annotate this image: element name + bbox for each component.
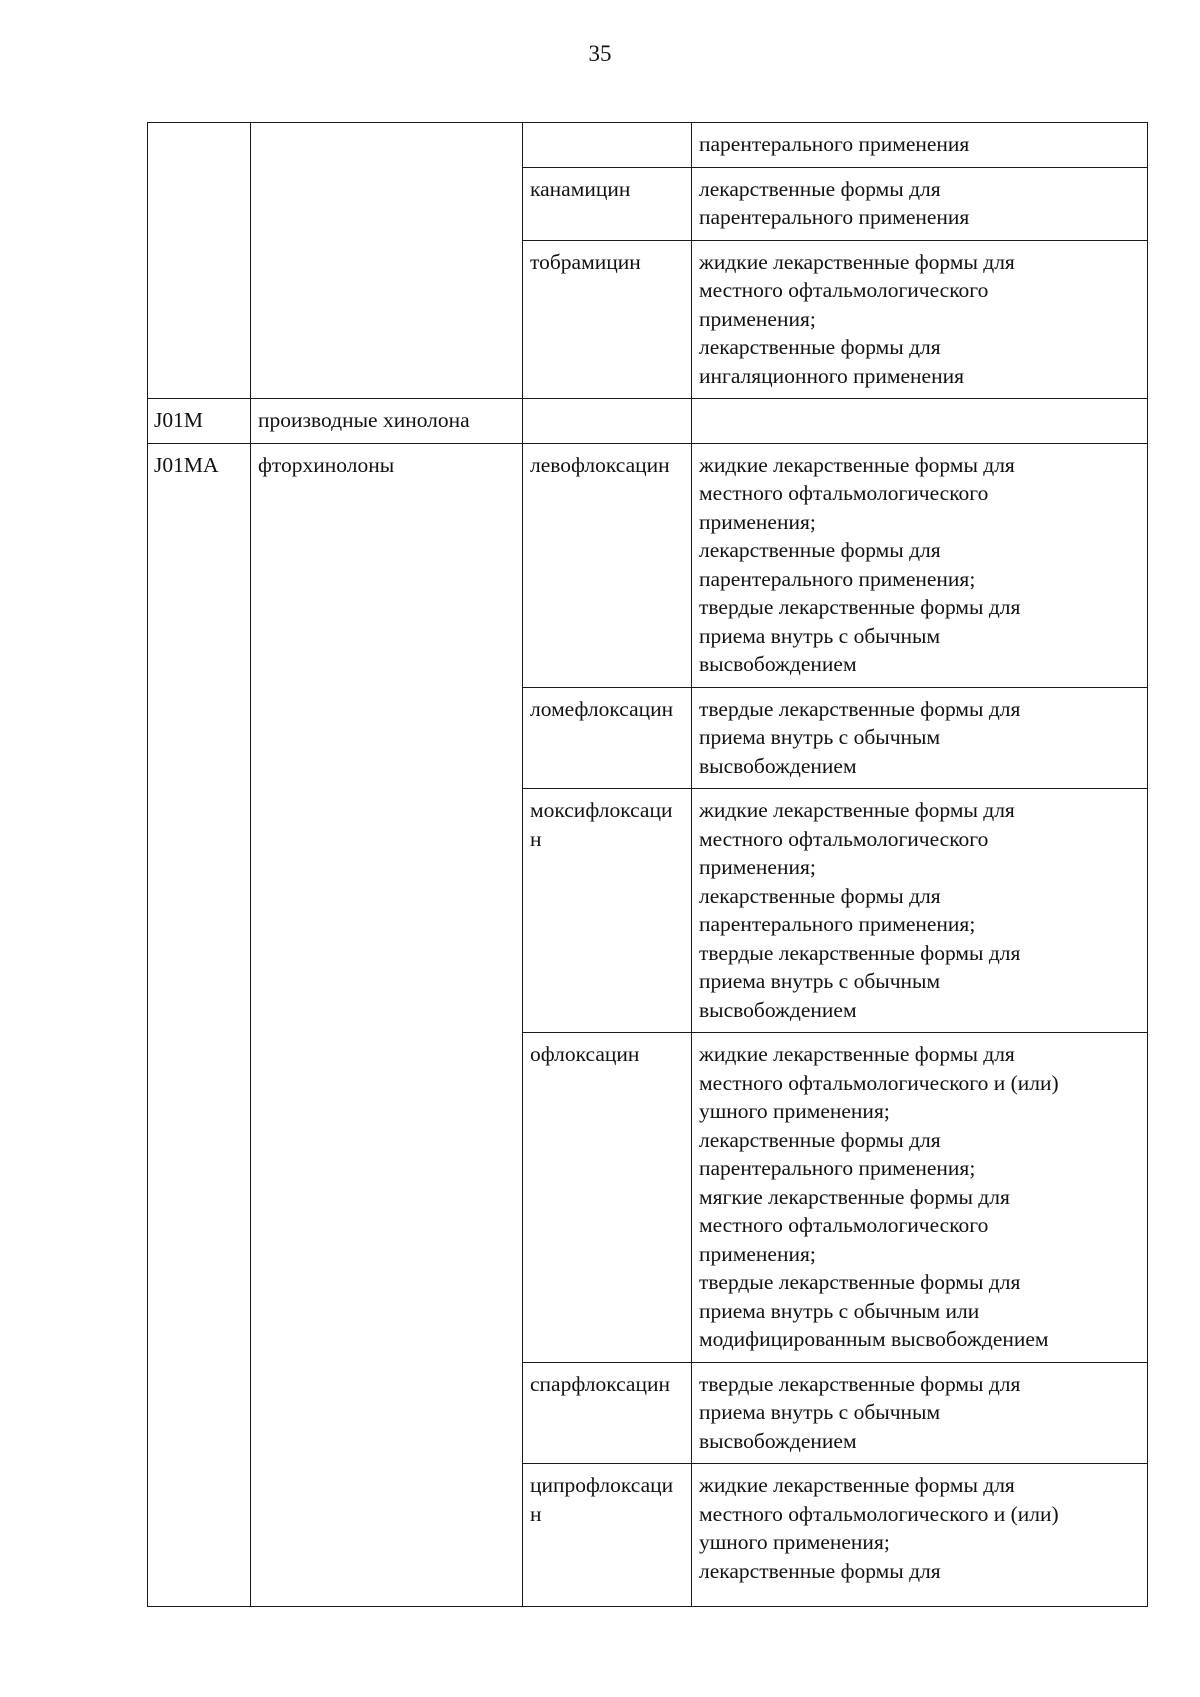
drug-name-cell: моксифлоксацин bbox=[523, 789, 692, 1033]
drug-name-cell: левофлоксацин bbox=[523, 443, 692, 687]
dosage-form-cell: твердые лекарственные формы для приема внутрь с обычным высвобождением bbox=[692, 687, 1148, 789]
dosage-form-cell: твердые лекарственные формы для приема внутрь с обычным высвобождением bbox=[692, 1362, 1148, 1464]
dosage-form-cell: жидкие лекарственные формы для местного офтальмологического применения; лекарственные формы для ингаляционного применения bbox=[692, 240, 1148, 399]
atc-code-cell: J01MA bbox=[148, 443, 251, 1607]
page-number: 35 bbox=[588, 41, 612, 66]
group-name-cell: производные хинолона bbox=[251, 399, 523, 444]
dosage-form-cell: жидкие лекарственные формы для местного офтальмологического и (или) ушного применения; лекарственные формы для парентерального применения; мягкие лекарственные формы для местного офтальмологического применения; твердые лекарственные формы для приема внутрь с обычным или модифицированным высвобождением bbox=[692, 1033, 1148, 1363]
atc-code-cell bbox=[148, 123, 251, 399]
drug-name-cell bbox=[523, 123, 692, 168]
dosage-form-cell bbox=[692, 399, 1148, 444]
dosage-form-cell: жидкие лекарственные формы для местного офтальмологического и (или) ушного применения; лекарственные формы для bbox=[692, 1464, 1148, 1607]
group-name-cell bbox=[251, 123, 523, 399]
drug-name-cell: ципрофлоксацин bbox=[523, 1464, 692, 1607]
medicines-table bbox=[147, 122, 1148, 1607]
dosage-form-cell: парентерального применения bbox=[692, 123, 1148, 168]
table-row bbox=[148, 399, 1148, 444]
dosage-form-cell: лекарственные формы для парентерального применения bbox=[692, 167, 1148, 240]
drug-name-cell: ломефлоксацин bbox=[523, 687, 692, 789]
drug-name-cell bbox=[523, 399, 692, 444]
table-row bbox=[148, 443, 1148, 687]
drug-name-cell: спарфлоксацин bbox=[523, 1362, 692, 1464]
table-row bbox=[148, 123, 1148, 168]
atc-code-cell: J01M bbox=[148, 399, 251, 444]
group-name-cell: фторхинолоны bbox=[251, 443, 523, 1607]
dosage-form-cell: жидкие лекарственные формы для местного офтальмологического применения; лекарственные формы для парентерального применения; твердые лекарственные формы для приема внутрь с обычным высвобождением bbox=[692, 443, 1148, 687]
drug-name-cell: канамицин bbox=[523, 167, 692, 240]
dosage-form-cell: жидкие лекарственные формы для местного офтальмологического применения; лекарственные формы для парентерального применения; твердые лекарственные формы для приема внутрь с обычным высвобождением bbox=[692, 789, 1148, 1033]
drug-name-cell: офлоксацин bbox=[523, 1033, 692, 1363]
drug-name-cell: тобрамицин bbox=[523, 240, 692, 399]
